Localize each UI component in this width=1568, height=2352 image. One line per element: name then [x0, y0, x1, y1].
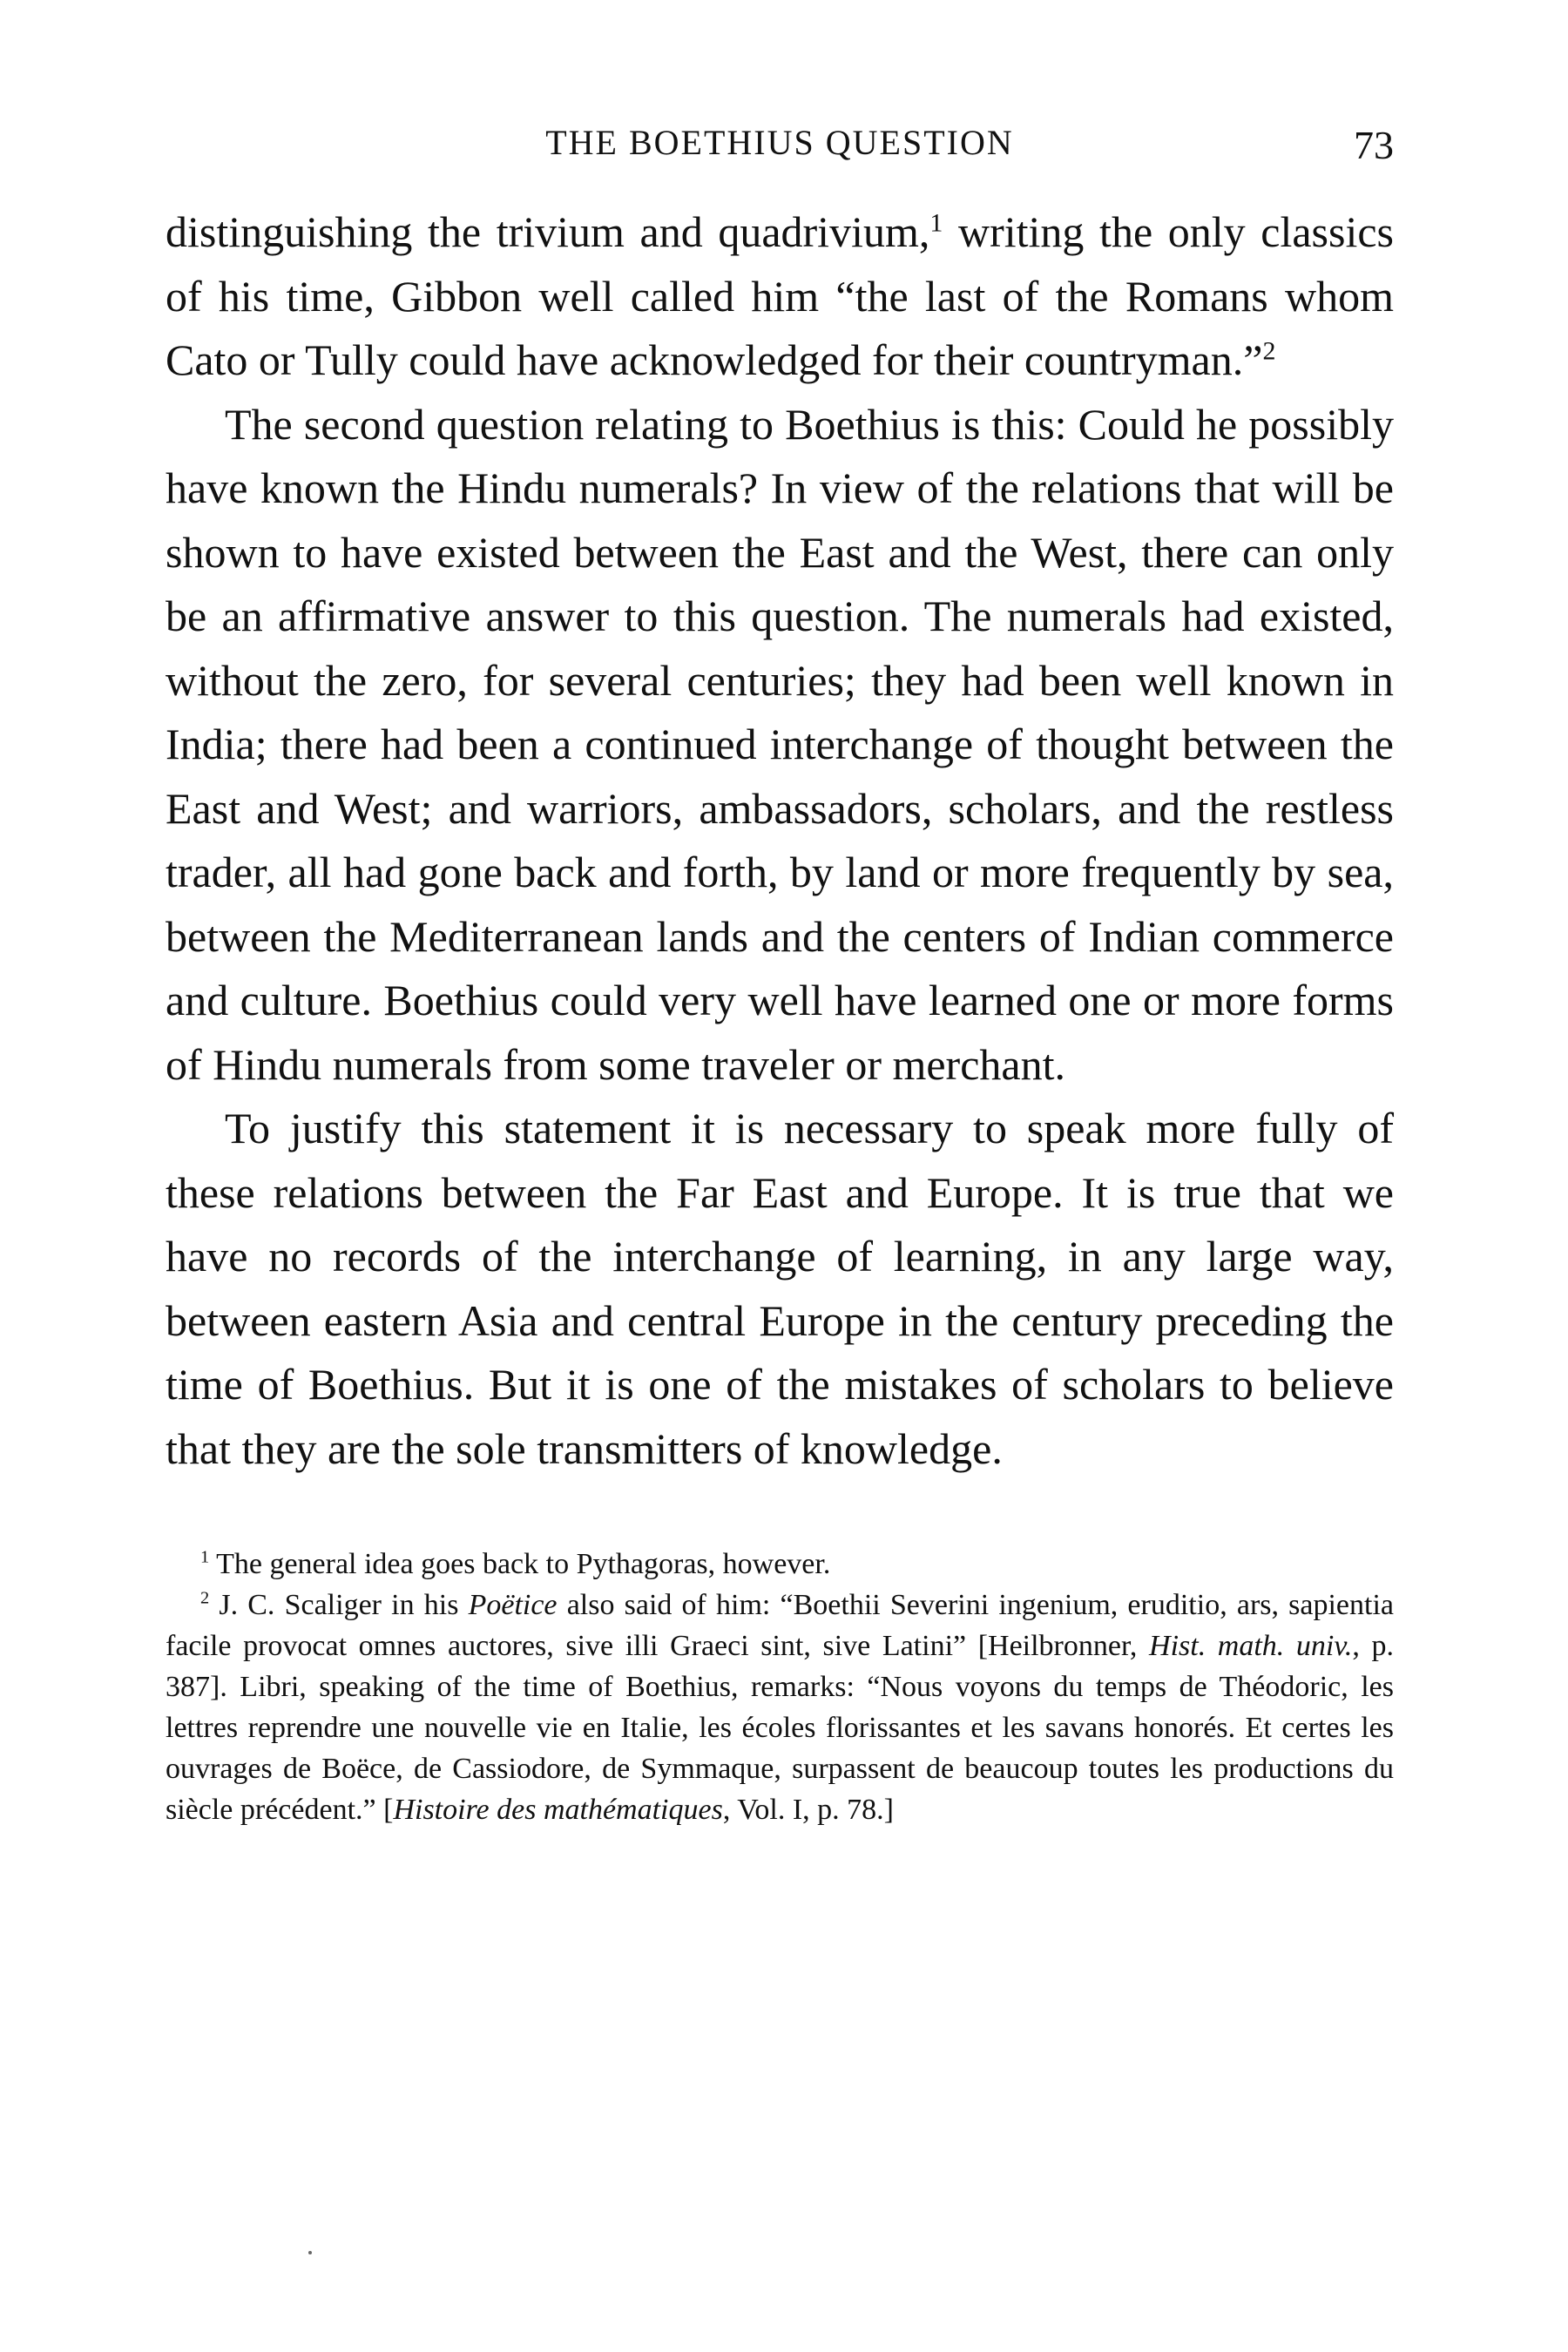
footnote-1 [166, 1544, 1394, 1585]
body-text [166, 200, 1394, 1481]
paragraph-1-text-a: distinguishing the trivium and quadrivium, [166, 207, 930, 256]
footnote-2-marker: 2 [200, 1588, 210, 1608]
paragraph-3: To justify this statement it is necessary to speak more fully of these relations between the Far East and Europe. It is true that we have no records of the interchange of learning, in any large way, between eastern Asia and central Europe in the century preceding the time of Boethius. But it is one of the mistakes of scholars to believe that they are the sole transmitters of knowledge. [166, 1104, 1394, 1473]
footnote-2-title-hist-math: Hist. math. univ. [1149, 1630, 1353, 1662]
footnote-1-text: The general idea goes back to Pythagoras, however. [209, 1548, 831, 1580]
footnotes [166, 1544, 1394, 1830]
footnote-2-title-poetice: Poëtice [468, 1589, 558, 1621]
footnote-ref-2: 2 [1262, 336, 1276, 366]
paragraph-1 [166, 200, 1394, 393]
footnote-2-title-histoire: Histoire des mathématiques [393, 1794, 723, 1826]
running-title: THE BOETHIUS QUESTION [545, 123, 1014, 162]
footnote-2-text-a: J. C. Scaliger in his [209, 1589, 469, 1621]
print-speck [308, 2251, 312, 2254]
footnote-1-marker: 1 [200, 1547, 210, 1567]
running-header [166, 122, 1394, 183]
paragraph-1-text-b: writing the only classics of his time, Gibbon well called him “the last of the Romans whom Cato or Tully could have acknowledged for their countryman.” [166, 207, 1394, 384]
footnote-2 [166, 1585, 1394, 1830]
page-number: 73 [1354, 123, 1394, 167]
footnote-2-text-d: , Vol. I, p. 78.] [722, 1794, 894, 1826]
footnote-2-text-c: , p. 387]. Libri, speaking of the time of Boethius, remarks: “Nous voyons du temps de Théodoric, les lettres reprendre une nouvelle vie en Italie, les écoles florissantes et les savans honorés. Et certes les ouvrages de Boëce, de Cassiodore, de Symmaque, surpassent de beaucoup toutes les productions du siècle précédent.” [ [166, 1630, 1394, 1826]
footnote-2-text-b: also said of him: “Boethii Severini ingenium, eruditio, ars, sapientia facile provocat omnes auctores, sive illi Graeci sint, sive Latini” [Heilbronner, [166, 1589, 1394, 1662]
book-page [166, 122, 1394, 1830]
paragraph-2: The second question relating to Boethius is this: Could he possibly have known the Hindu numerals? In view of the relations that will be shown to have existed between the East and the West, there can only be an affirmative answer to this question. The numerals had existed, without the zero, for several centuries; they had been well known in India; there had been a continued interchange of thought between the East and West; and warriors, ambassadors, scholars, and the restless trader, all had gone back and forth, by land or more frequently by sea, between the Mediterranean lands and the centers of Indian commerce and culture. Boethius could very well have learned one or more forms of Hindu numerals from some traveler or merchant. [166, 399, 1394, 1089]
footnote-ref-1: 1 [929, 208, 943, 238]
